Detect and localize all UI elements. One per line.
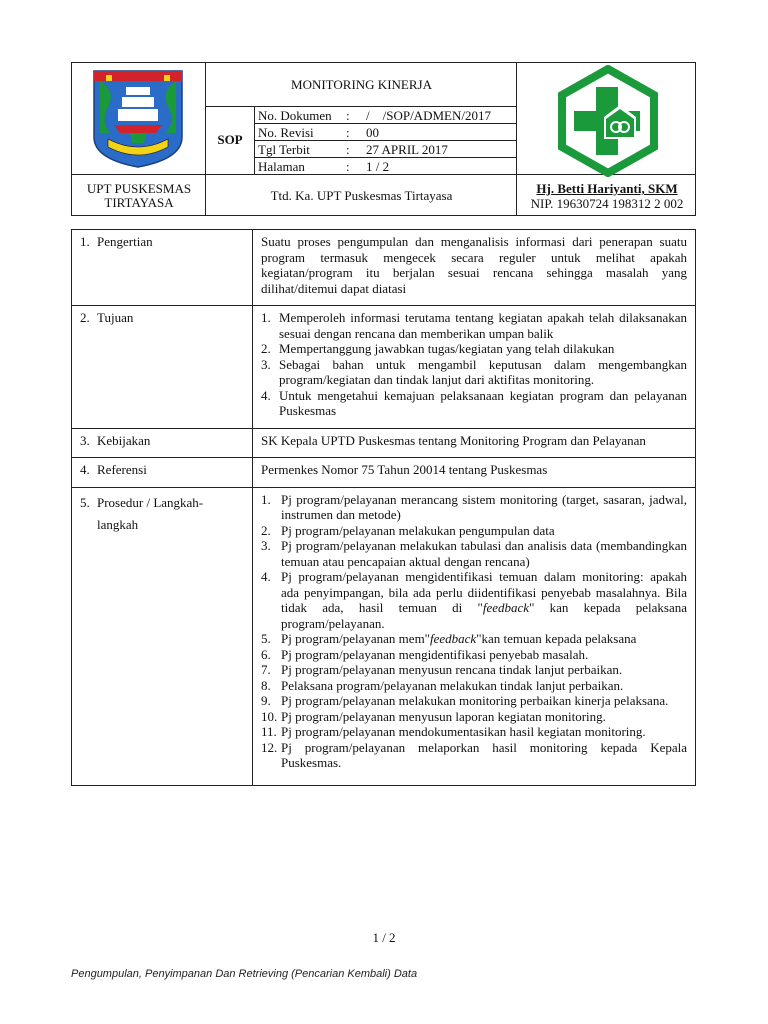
tujuan-list	[261, 310, 687, 419]
page-footer: Pengumpulan, Penyimpanan Dan Retrieving (Pencarian Kembali) Data	[71, 968, 418, 980]
list-item: 6. Pj program/pelayanan mengidentifikasi penyebab masalah.	[261, 646, 589, 662]
list-item: 8. Pelaksana program/pelayanan melakukan tindak lanjut perbaikan.	[261, 677, 624, 693]
list-item: 3. Sebagai bahan untuk mengambil keputusan dalam mengembangkan program/kegiatan dan tindak lanjut dari aktifitas monitoring.	[261, 356, 687, 387]
list-item: 5. Pj program/pelayanan mem"feedback"kan temuan kepada pelaksana	[261, 631, 637, 646]
section-tujuan: 2. Tujuan 1. Memperoleh informasi terutama tentang kegiatan apakah telah dilaksanakan sesuai dengan rencana dan memberikan umpan balik 2. Mempertanggung jawabkan tugas/kegiatan yang telah dilakukan 3. Sebagai bahan untuk mengambil keputusan dalam mengembangkan program/kegiatan dan tindak lanjut dari aktifitas monitoring. 4. Untuk mengetahui kemajuan pelaksanaan kegiatan program dan pelayanan Puskesmas	[72, 306, 696, 429]
list-item: 2. Pj program/pelayanan melakukan pengumpulan data	[261, 522, 555, 538]
list-item: 3. Pj program/pelayanan melakukan tabulasi dan analisis data (membandingkan temuan atau pencapaian aktual dengan rencana)	[261, 538, 687, 569]
page-number: 1 / 2	[372, 930, 396, 945]
list-item: 10. Pj program/pelayanan menyusun laporan kegiatan monitoring.	[261, 708, 606, 724]
puskesmas-health-logo	[556, 65, 660, 177]
list-item: 1. Pj program/pelayanan merancang sistem monitoring (target, sasaran, jadwal, instrumen dan metode)	[261, 491, 687, 522]
list-item: 4. Untuk mengetahui kemajuan pelaksanaan kegiatan program dan pelayanan Puskesmas	[261, 387, 687, 418]
sop-content-table	[71, 229, 696, 786]
organization-name: UPT PUSKESMAS TIRTAYASA	[86, 181, 192, 210]
section-prosedur: 5. Prosedur / Langkah- langkah 1. Pj program/pelayanan merancang sistem monitoring (target, sasaran, jadwal, instrumen dan metode) 2. Pj program/pelayanan melakukan pengumpulan data 3. Pj program/pelayanan melakukan tabulasi dan analisis data (membandingkan temuan atau pencapaian aktual dengan rencana) 4. Pj program/pelayanan mengidentifikasi temuan dalam monitoring: apakah ada penyimpangan, bila ada perlu diidentifikasi penyebab masalahnya. Bila tidak ada, hasil temuan di "feedback" kan kepada pelaksana program/pelayanan. 5. Pj program/pelayanan mem"feedback"kan temuan kepada pelaksana 6. Pj program/pelayanan mengidentifikasi penyebab masalah. 7. Pj program/pelayanan menyusun rencana tindak lanjut perbaikan. 8. Pelaksana program/pelayanan melakukan tindak lanjut perbaikan. 9. Pj program/pelayanan melakukan monitoring perbaikan kinerja pelaksana. 10. Pj program/pelayanan menyusun laporan kegiatan monitoring. 11. Pj program/pelayanan mendokumentasikan hasil kegiatan monitoring. 12. Pj program/pelayanan melaporkan hasil monitoring kepada Kepala Puskesmas.	[72, 487, 696, 785]
signature-caption: Ttd. Ka. UPT Puskesmas Tirtayasa	[270, 188, 453, 203]
section-pengertian: 1. Pengertian Suatu proses pengumpulan dan menganalisis informasi dari penerapan suatu program termasuk mengecek secara reguler untuk melihat apakah kegiatan/program itu berjalan sesuai rencana sehingga masalah yang dilihat/ditemui dapat diatasi	[72, 230, 696, 306]
sop-label: SOP	[217, 132, 243, 147]
list-item: 12. Pj program/pelayanan melaporkan hasil monitoring kepada Kepala Puskesmas.	[261, 739, 687, 770]
signer-nip: NIP. 19630724 198312 2 002	[530, 196, 684, 211]
list-item: 11. Pj program/pelayanan mendokumentasikan hasil kegiatan monitoring.	[261, 724, 646, 739]
list-item: 7. Pj program/pelayanan menyusun rencana tindak lanjut perbaikan.	[261, 662, 623, 677]
list-item: 9. Pj program/pelayanan melakukan monitoring perbaikan kinerja pelaksana.	[261, 693, 669, 708]
list-item: 1. Memperoleh informasi terutama tentang kegiatan apakah telah dilaksanakan sesuai dengan rencana dan memberikan umpan balik	[261, 310, 687, 341]
list-item: 4. Pj program/pelayanan mengidentifikasi temuan dalam monitoring: apakah ada penyimpangan, bila ada perlu diidentifikasi penyebab masalahnya. Bila tidak ada, hasil temuan di "feedback" kan kepada pelaksana program/pelayanan.	[261, 569, 687, 631]
document-header	[71, 62, 696, 216]
regency-emblem-logo	[86, 67, 190, 171]
meta-halaman: Halaman : 1 / 2	[258, 158, 390, 174]
signer-block	[517, 175, 697, 217]
prosedur-list	[261, 492, 687, 771]
section-referensi: 4. Referensi Permenkes Nomor 75 Tahun 20014 tentang Puskesmas	[72, 458, 696, 488]
meta-no-revisi: No. Revisi : 00	[258, 124, 379, 140]
document-title: MONITORING KINERJA	[291, 76, 432, 92]
signer-name: Hj. Betti Hariyanti, SKM	[536, 181, 678, 196]
meta-no-dokumen: No. Dokumen : / /SOP/ADMEN/2017	[258, 107, 491, 123]
section-kebijakan: 3. Kebijakan SK Kepala UPTD Puskesmas tentang Monitoring Program dan Pelayanan	[72, 428, 696, 458]
list-item: 2. Mempertanggung jawabkan tugas/kegiatan yang telah dilakukan	[261, 341, 615, 356]
meta-tgl-terbit: Tgl Terbit : 27 APRIL 2017	[258, 141, 448, 157]
